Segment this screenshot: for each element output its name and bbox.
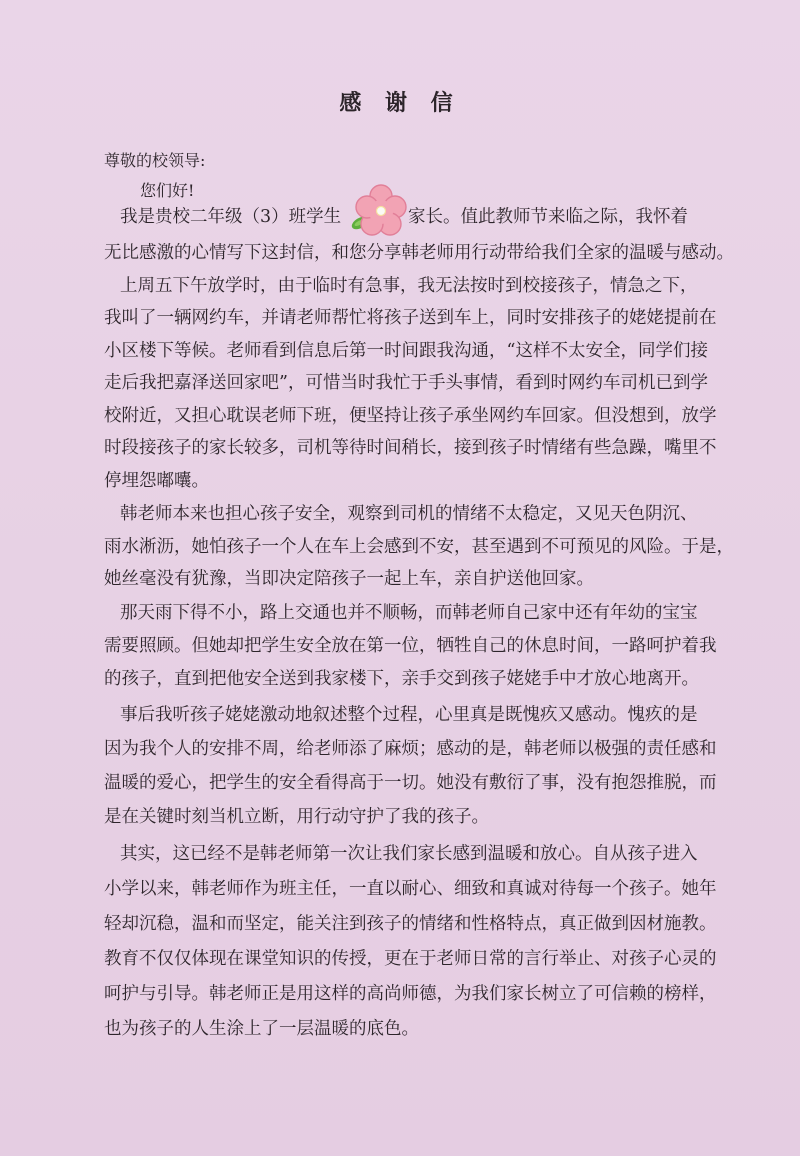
pink-flower-icon: [346, 183, 408, 239]
letter-line: 我叫了一辆网约车，并请老师帮忙将孩子送到车上，同时安排孩子的姥姥提前在: [104, 308, 717, 328]
letter-line: 家长。值此教师节来临之际，我怀着: [408, 207, 688, 227]
letter-line: 停埋怨嘟囔。: [104, 471, 209, 491]
letter-line: 的孩子，直到把他安全送到我家楼下，亲手交到孩子姥姥手中才放心地离开。: [104, 669, 699, 689]
letter-line: 小区楼下等候。老师看到信息后第一时间跟我沟通，“这样不太安全，同学们接: [104, 341, 708, 361]
letter-line: 温暖的爱心，把学生的安全看得高于一切。她没有敷衍了事，没有抱怨推脱，而: [104, 773, 717, 793]
letter-line: 小学以来，韩老师作为班主任，一直以耐心、细致和真诚对待每一个孩子。她年: [104, 879, 717, 899]
greeting: 您们好!: [140, 181, 195, 200]
letter-line: 我是贵校二年级（3）班学生: [120, 207, 342, 227]
letter-title: 感 谢 信: [339, 90, 461, 116]
letter-line: 其实，这已经不是韩老师第一次让我们家长感到温暖和放心。自从孩子进入: [120, 844, 698, 864]
letter-line: 上周五下午放学时，由于临时有急事，我无法按时到校接孩子，情急之下，: [120, 276, 698, 296]
letter-line: 是在关键时刻当机立断，用行动守护了我的孩子。: [104, 807, 489, 827]
letter-line: 走后我把嘉泽送回家吧”，可惜当时我忙于手头事情，看到时网约车司机已到学: [104, 373, 708, 393]
letter-line: 轻却沉稳，温和而坚定，能关注到孩子的情绪和性格特点，真正做到因材施教。: [104, 914, 717, 934]
letter-line: 她丝毫没有犹豫，当即决定陪孩子一起上车，亲自护送他回家。: [104, 569, 594, 589]
letter-line: 需要照顾。但她却把学生安全放在第一位，牺牲自己的休息时间，一路呵护着我: [104, 636, 717, 656]
letter-line: 校附近，又担心耽误老师下班，便坚持让孩子承坐网约车回家。但没想到，放学: [104, 406, 717, 426]
letter-line: 时段接孩子的家长较多，司机等待时间稍长，接到孩子时情绪有些急躁，嘴里不: [104, 438, 717, 458]
letter-line: 那天雨下得不小，路上交通也并不顺畅，而韩老师自己家中还有年幼的宝宝: [120, 603, 698, 623]
letter-line: 无比感激的心情写下这封信，和您分享韩老师用行动带给我们全家的温暖与感动。: [104, 243, 734, 263]
letter-line: 因为我个人的安排不周，给老师添了麻烦；感动的是，韩老师以极强的责任感和: [104, 739, 717, 759]
letter-line: 韩老师本来也担心孩子安全，观察到司机的情绪不太稳定，又见天色阴沉、: [120, 504, 698, 524]
letter-line: 教育不仅仅体现在课堂知识的传授，更在于老师日常的言行举止、对孩子心灵的: [104, 949, 717, 969]
salutation: 尊敬的校领导:: [104, 151, 206, 170]
letter-line: 事后我听孩子姥姥激动地叙述整个过程，心里真是既愧疚又感动。愧疚的是: [120, 705, 698, 725]
letter-line: 呵护与引导。韩老师正是用这样的高尚师德，为我们家长树立了可信赖的榜样，: [104, 984, 717, 1004]
letter-line: 雨水淅沥，她怕孩子一个人在车上会感到不安，甚至遇到不可预见的风险。于是，: [104, 537, 734, 557]
letter-line: 也为孩子的人生涂上了一层温暖的底色。: [104, 1019, 419, 1039]
